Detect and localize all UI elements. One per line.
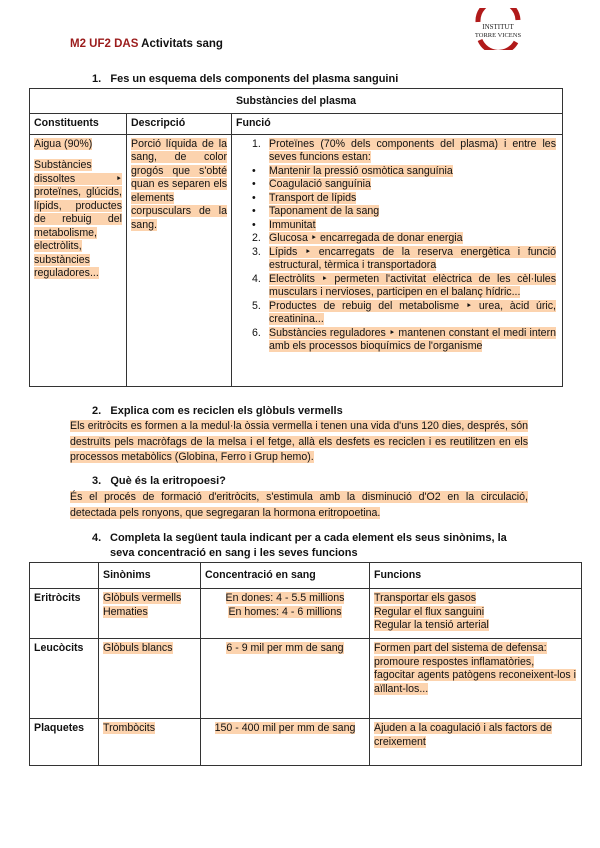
blood-cells-table: [29, 562, 582, 766]
function-item: [252, 273, 556, 300]
function-item: [252, 327, 556, 354]
module-code: M2 UF2 DAS: [70, 38, 139, 50]
constituents-cell: [30, 134, 127, 386]
function-text: Immunitat: [269, 218, 316, 231]
function-item: [252, 192, 556, 206]
function-item: [252, 219, 556, 233]
list-marker: •: [252, 205, 256, 217]
table-row: [30, 589, 582, 639]
concentration-cell-text: 150 - 400 mil per mm de sang: [214, 722, 356, 734]
function-item: [252, 205, 556, 219]
document-title: [70, 38, 223, 50]
synonyms-cell-text: Trombòcits: [103, 722, 155, 734]
functions-cell: [370, 589, 582, 639]
function-item: [252, 138, 556, 165]
constituent-solutes: Substàncies dissoltes ‣ proteïnes, glúcids, lípids, productes de rebuig del metabolisme, electròlits, substàncies reguladores...: [34, 159, 122, 279]
list-marker: 4.: [252, 272, 261, 285]
header-description: Descripció: [127, 114, 232, 135]
functions-cell: [370, 719, 582, 766]
header-synonyms: Sinònims: [99, 563, 201, 589]
synonyms-cell: [99, 589, 201, 639]
row-header: Leucòcits: [30, 639, 99, 719]
header-concentration: Concentració en sang: [201, 563, 370, 589]
table-caption: Substàncies del plasma: [30, 89, 563, 114]
description-cell: [127, 134, 232, 386]
list-marker: 2.: [252, 232, 261, 244]
row-header: Plaquetes: [30, 719, 99, 766]
function-text: Proteïnes (70% dels components del plasma) i entre les seves funcions estan:: [269, 137, 556, 163]
synonyms-cell: [99, 719, 201, 766]
svg-text:INSTITUT: INSTITUT: [482, 23, 514, 31]
table-row: [30, 639, 582, 719]
concentration-cell: [201, 719, 370, 766]
list-marker: •: [252, 164, 256, 177]
functions-cell-text: Formen part del sistema de defensa: promoure respostes inflamatòries, fagocitar agents patògens reconeixent-los i aïllant-los...: [374, 642, 576, 695]
answer-2: Els eritròcits es formen a la medul·la òssia vermella i tenen una vida d'uns 120 dies, després, són destruïts pels macròfags de la melsa i el fetge, allà els desfets es reciclen i es reutilitzen en els processos metabòlics (Globina, Ferro i Grup hemo).: [70, 420, 528, 463]
function-item: [252, 246, 556, 273]
list-marker: 6.: [252, 326, 261, 339]
functions-cell-text: Ajuden a la coagulació i als factors de creixement: [374, 722, 552, 748]
function-text: Productes de rebuig del metabolisme ‣ urea, àcid úric, creatinina...: [269, 299, 556, 325]
header-empty: [30, 563, 99, 589]
function-item: [252, 300, 556, 327]
answer-3: És el procés de formació d'eritròcits, s'estimula amb la disminució d'O2 en la circulació, detectada pels ronyons, que segregaran la hormona eritropoetina.: [70, 491, 528, 519]
title-text: Activitats sang: [141, 38, 223, 50]
list-marker: •: [252, 178, 256, 190]
function-text: Transport de lípids: [269, 191, 357, 204]
question-3: 3. Què és la eritropoesi?: [92, 475, 226, 487]
list-marker: •: [252, 191, 256, 204]
header-functions: Funcions: [370, 563, 582, 589]
function-text: Coagulació sanguínia: [269, 178, 371, 190]
function-text: Glucosa ‣ encarregada de donar energia: [269, 232, 463, 244]
functions-cell-text: Regular la tensió arterial: [374, 619, 489, 631]
function-text: Substàncies reguladores ‣ mantenen constant el medi intern amb els processos bioquímics de l'organisme: [269, 326, 556, 352]
function-list: [252, 138, 556, 354]
function-item: [252, 232, 556, 246]
institut-logo: [458, 8, 538, 50]
synonyms-cell-text: Glòbuls blancs: [103, 642, 173, 654]
function-text: Taponament de la sang: [269, 205, 380, 217]
list-marker: 1.: [252, 137, 261, 150]
synonyms-cell-text: Glòbuls vermells: [103, 592, 182, 604]
header-constituents: Constituents: [30, 114, 127, 135]
list-marker: 5.: [252, 299, 261, 312]
synonyms-cell: [99, 639, 201, 719]
concentration-cell-text: En homes: 4 - 6 millions: [228, 605, 342, 618]
plasma-table: [29, 88, 563, 387]
functions-cell-text: Regular el flux sanguini: [374, 605, 485, 618]
question-2: 2. Explica com es reciclen els glòbuls vermells: [92, 405, 343, 417]
function-text: Mantenir la pressió osmòtica sanguínia: [269, 164, 453, 177]
svg-text:TORRE VICENS: TORRE VICENS: [474, 32, 522, 39]
description-text: Porció líquida de la sang, de color grogós que s'obté quan es separen els elements corpusculars de la sang.: [131, 137, 227, 231]
function-text: Electròlits ‣ permeten l'activitat elèctrica de les cèl·lules musculars i nervioses, participen en el balanç hídric...: [269, 272, 556, 298]
table-row: [30, 719, 582, 766]
concentration-cell: [201, 639, 370, 719]
row-header: Eritròcits: [30, 589, 99, 639]
function-text: Lípids ‣ encarregats de la reserva energètica i funció estructural, tèrmica i transportadora: [269, 245, 556, 271]
function-cell: [232, 134, 563, 386]
constituent-water: Aigua (90%): [34, 137, 93, 150]
concentration-cell-text: En dones: 4 - 5.5 millions: [225, 592, 345, 604]
concentration-cell: [201, 589, 370, 639]
functions-cell: [370, 639, 582, 719]
question-1: 1. Fes un esquema dels components del plasma sanguini: [92, 73, 399, 85]
synonyms-cell-text: Hematies: [103, 605, 148, 618]
question-4: 4. Completa la següent taula indicant per a cada element els seus sinònims, la seva concentració en sang i les seves funcions: [92, 532, 507, 559]
list-marker: 3.: [252, 245, 261, 258]
concentration-cell-text: 6 - 9 mil per mm de sang: [226, 642, 344, 654]
function-item: [252, 178, 556, 192]
header-function: Funció: [232, 114, 563, 135]
function-item: [252, 165, 556, 179]
functions-cell-text: Transportar els gasos: [374, 592, 477, 604]
list-marker: •: [252, 218, 256, 231]
